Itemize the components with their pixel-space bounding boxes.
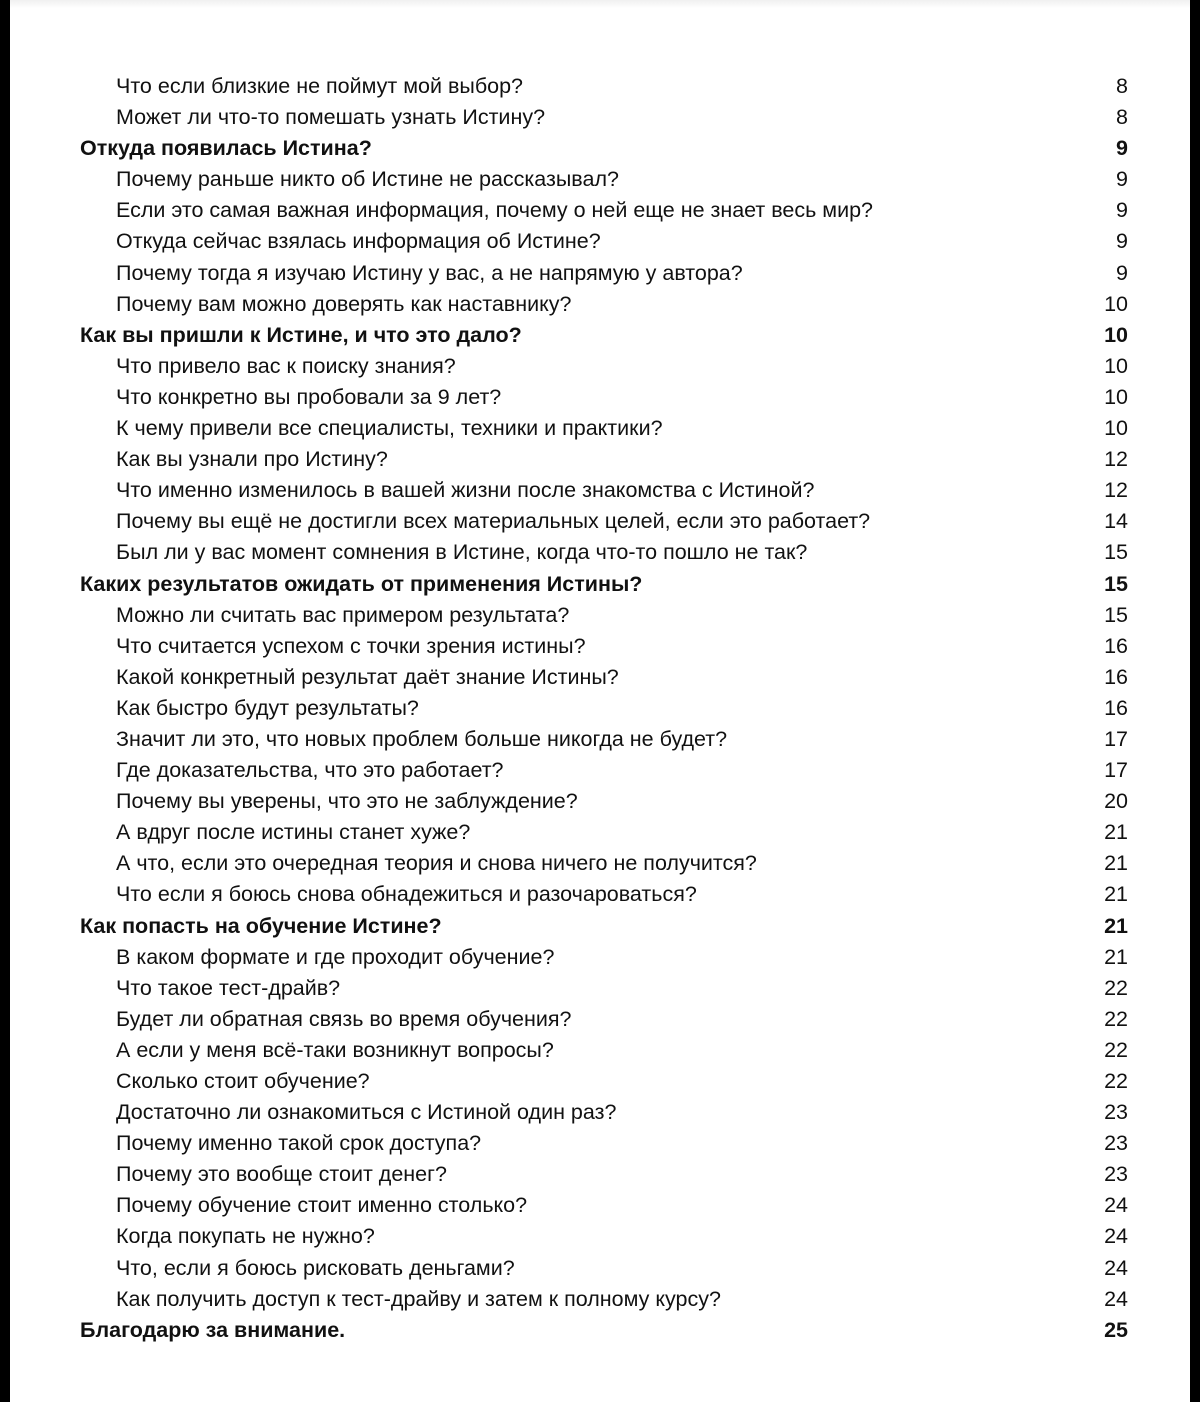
toc-section-entry[interactable] (80, 320, 1128, 351)
toc-subsection-entry[interactable] (80, 1190, 1128, 1221)
toc-entry-page-number: 9 (1116, 136, 1128, 161)
toc-entry-page-number: 15 (1104, 602, 1128, 627)
toc-entry-page-number: 12 (1104, 447, 1128, 472)
toc-entry-page-number: 21 (1104, 913, 1128, 938)
toc-entry-title: Был ли у вас момент сомнения в Истине, когда что-то пошло не так? (116, 540, 808, 565)
toc-subsection-entry[interactable] (80, 1221, 1128, 1252)
toc-entry-page-number: 22 (1104, 1037, 1128, 1062)
toc-entry-title: Где доказательства, что это работает? (116, 758, 504, 783)
toc-entry-page-number: 24 (1104, 1193, 1128, 1218)
toc-entry-page-number: 9 (1116, 229, 1128, 254)
toc-entry-title: Почему тогда я изучаю Истину у вас, а не напрямую у автора? (116, 260, 743, 285)
toc-entry-page-number: 21 (1104, 944, 1128, 969)
toc-entry-title: Что такое тест-драйв? (116, 975, 341, 1000)
toc-entry-page-number: 22 (1104, 1069, 1128, 1093)
page-top-edge (10, 0, 1190, 8)
toc-entry-title: Почему вы уверены, что это не заблуждение? (116, 789, 578, 814)
toc-entry-page-number: 14 (1104, 509, 1128, 534)
toc-entry-title: Почему именно такой срок доступа? (116, 1131, 482, 1156)
toc-entry-title: Что считается успехом с точки зрения истины? (116, 633, 586, 658)
toc-subsection-entry[interactable] (80, 600, 1128, 631)
toc-section-entry[interactable] (80, 911, 1128, 942)
toc-entry-title: Что если я боюсь снова обнадежиться и разочароваться? (116, 882, 697, 907)
toc-subsection-entry[interactable] (80, 71, 1128, 102)
toc-entry-page-number: 8 (1116, 105, 1128, 130)
toc-entry-page-number: 24 (1104, 1286, 1128, 1311)
toc-subsection-entry[interactable] (80, 848, 1128, 879)
toc-entry-title: Откуда сейчас взялась информация об Истине? (116, 229, 601, 254)
document-page (10, 0, 1190, 1402)
toc-subsection-entry[interactable] (80, 1284, 1128, 1315)
toc-subsection-entry[interactable] (80, 444, 1128, 475)
toc-entry-page-number: 16 (1104, 664, 1128, 689)
toc-subsection-entry[interactable] (80, 102, 1128, 133)
toc-entry-page-number: 10 (1104, 322, 1128, 347)
table-of-contents (80, 71, 1128, 1346)
toc-subsection-entry[interactable] (80, 382, 1128, 413)
toc-subsection-entry[interactable] (80, 662, 1128, 693)
toc-subsection-entry[interactable] (80, 631, 1128, 662)
toc-entry-title: Почему вы ещё не достигли всех материальных целей, если это работает? (116, 509, 871, 534)
toc-entry-title: Если это самая важная информация, почему о ней еще не знает весь мир? (116, 198, 874, 223)
toc-entry-title: А что, если это очередная теория и снова ничего не получится? (116, 851, 757, 876)
toc-entry-page-number: 9 (1116, 260, 1128, 285)
toc-subsection-entry[interactable] (80, 879, 1128, 910)
toc-subsection-entry[interactable] (80, 1097, 1128, 1128)
toc-subsection-entry[interactable] (80, 693, 1128, 724)
toc-entry-title: Что если близкие не поймут мой выбор? (116, 74, 523, 98)
toc-entry-title: Какой конкретный результат даёт знание Истины? (116, 664, 619, 689)
toc-entry-page-number: 20 (1104, 789, 1128, 814)
toc-entry-title: Достаточно ли ознакомиться с Истиной один раз? (116, 1100, 617, 1125)
toc-entry-title: Можно ли считать вас примером результата? (116, 602, 570, 627)
toc-subsection-entry[interactable] (80, 164, 1128, 195)
toc-entry-page-number: 17 (1104, 726, 1128, 751)
toc-entry-page-number: 15 (1104, 540, 1128, 565)
toc-section-entry[interactable] (80, 1315, 1128, 1346)
toc-entry-title: Что конкретно вы пробовали за 9 лет? (116, 384, 502, 409)
toc-entry-page-number: 23 (1104, 1162, 1128, 1187)
toc-entry-title: К чему привели все специалисты, техники и практики? (116, 416, 663, 441)
toc-entry-title: Что привело вас к поиску знания? (116, 353, 456, 378)
toc-entry-page-number: 22 (1104, 975, 1128, 1000)
toc-entry-title: Как быстро будут результаты? (116, 695, 419, 720)
toc-entry-page-number: 25 (1104, 1317, 1128, 1342)
toc-entry-title: Будет ли обратная связь во время обучения? (116, 1006, 572, 1031)
toc-entry-page-number: 22 (1104, 1006, 1128, 1031)
toc-entry-page-number: 16 (1104, 695, 1128, 720)
toc-subsection-entry[interactable] (80, 942, 1128, 973)
toc-subsection-entry[interactable] (80, 289, 1128, 320)
toc-entry-page-number: 17 (1104, 758, 1128, 783)
toc-entry-title: Как вы узнали про Истину? (116, 447, 388, 472)
toc-subsection-entry[interactable] (80, 786, 1128, 817)
toc-entry-title: Почему раньше никто об Истине не рассказывал? (116, 167, 619, 192)
toc-section-entry[interactable] (80, 133, 1128, 164)
toc-section-entry[interactable] (80, 569, 1128, 600)
toc-entry-page-number: 10 (1104, 353, 1128, 378)
toc-subsection-entry[interactable] (80, 1035, 1128, 1066)
toc-entry-page-number: 21 (1104, 882, 1128, 907)
toc-entry-page-number: 21 (1104, 820, 1128, 845)
toc-entry-page-number: 10 (1104, 291, 1128, 316)
toc-entry-page-number: 23 (1104, 1100, 1128, 1125)
toc-entry-title: Как вы пришли к Истине, и что это дало? (80, 322, 522, 347)
toc-entry-title: Может ли что-то помешать узнать Истину? (116, 105, 546, 130)
toc-entry-title: Сколько стоит обучение? (116, 1069, 370, 1093)
toc-subsection-entry[interactable] (80, 1159, 1128, 1190)
toc-subsection-entry[interactable] (80, 226, 1128, 257)
toc-subsection-entry[interactable] (80, 724, 1128, 755)
toc-entry-title: Откуда появилась Истина? (80, 136, 372, 161)
toc-entry-page-number: 9 (1116, 198, 1128, 223)
toc-subsection-entry[interactable] (80, 351, 1128, 382)
toc-entry-title: Что именно изменилось в вашей жизни после знакомства с Истиной? (116, 478, 815, 503)
toc-entry-page-number: 10 (1104, 384, 1128, 409)
toc-entry-page-number: 23 (1104, 1131, 1128, 1156)
toc-subsection-entry[interactable] (80, 1066, 1128, 1097)
toc-entry-page-number: 12 (1104, 478, 1128, 503)
toc-subsection-entry[interactable] (80, 537, 1128, 568)
toc-subsection-entry[interactable] (80, 195, 1128, 226)
toc-entry-title: Почему обучение стоит именно столько? (116, 1193, 528, 1218)
toc-subsection-entry[interactable] (80, 506, 1128, 537)
toc-subsection-entry[interactable] (80, 973, 1128, 1004)
toc-entry-title: Что, если я боюсь рисковать деньгами? (116, 1255, 515, 1280)
toc-subsection-entry[interactable] (80, 1253, 1128, 1284)
toc-entry-title: Благодарю за внимание. (80, 1317, 346, 1342)
toc-entry-page-number: 24 (1104, 1255, 1128, 1280)
toc-entry-title: Значит ли это, что новых проблем больше никогда не будет? (116, 726, 728, 751)
toc-entry-title: Почему это вообще стоит денег? (116, 1162, 447, 1187)
toc-entry-page-number: 15 (1104, 571, 1128, 596)
toc-subsection-entry[interactable] (80, 1128, 1128, 1159)
toc-subsection-entry[interactable] (80, 817, 1128, 848)
toc-entry-title: А если у меня всё-таки возникнут вопросы? (116, 1037, 554, 1062)
toc-entry-page-number: 10 (1104, 416, 1128, 441)
toc-entry-page-number: 8 (1116, 74, 1128, 98)
toc-entry-page-number: 16 (1104, 633, 1128, 658)
toc-subsection-entry[interactable] (80, 413, 1128, 444)
toc-subsection-entry[interactable] (80, 1004, 1128, 1035)
toc-entry-title: Как получить доступ к тест-драйву и затем к полному курсу? (116, 1286, 721, 1311)
toc-entry-page-number: 24 (1104, 1224, 1128, 1249)
toc-entry-title: Каких результатов ожидать от применения Истины? (80, 571, 643, 596)
toc-entry-title: В каком формате и где проходит обучение? (116, 944, 555, 969)
toc-entry-title: А вдруг после истины станет хуже? (116, 820, 471, 845)
toc-entry-page-number: 21 (1104, 851, 1128, 876)
toc-entry-title: Как попасть на обучение Истине? (80, 913, 442, 938)
toc-subsection-entry[interactable] (80, 258, 1128, 289)
toc-entry-title: Почему вам можно доверять как наставнику? (116, 291, 572, 316)
toc-entry-page-number: 9 (1116, 167, 1128, 192)
toc-entry-title: Когда покупать не нужно? (116, 1224, 375, 1249)
toc-subsection-entry[interactable] (80, 475, 1128, 506)
toc-subsection-entry[interactable] (80, 755, 1128, 786)
